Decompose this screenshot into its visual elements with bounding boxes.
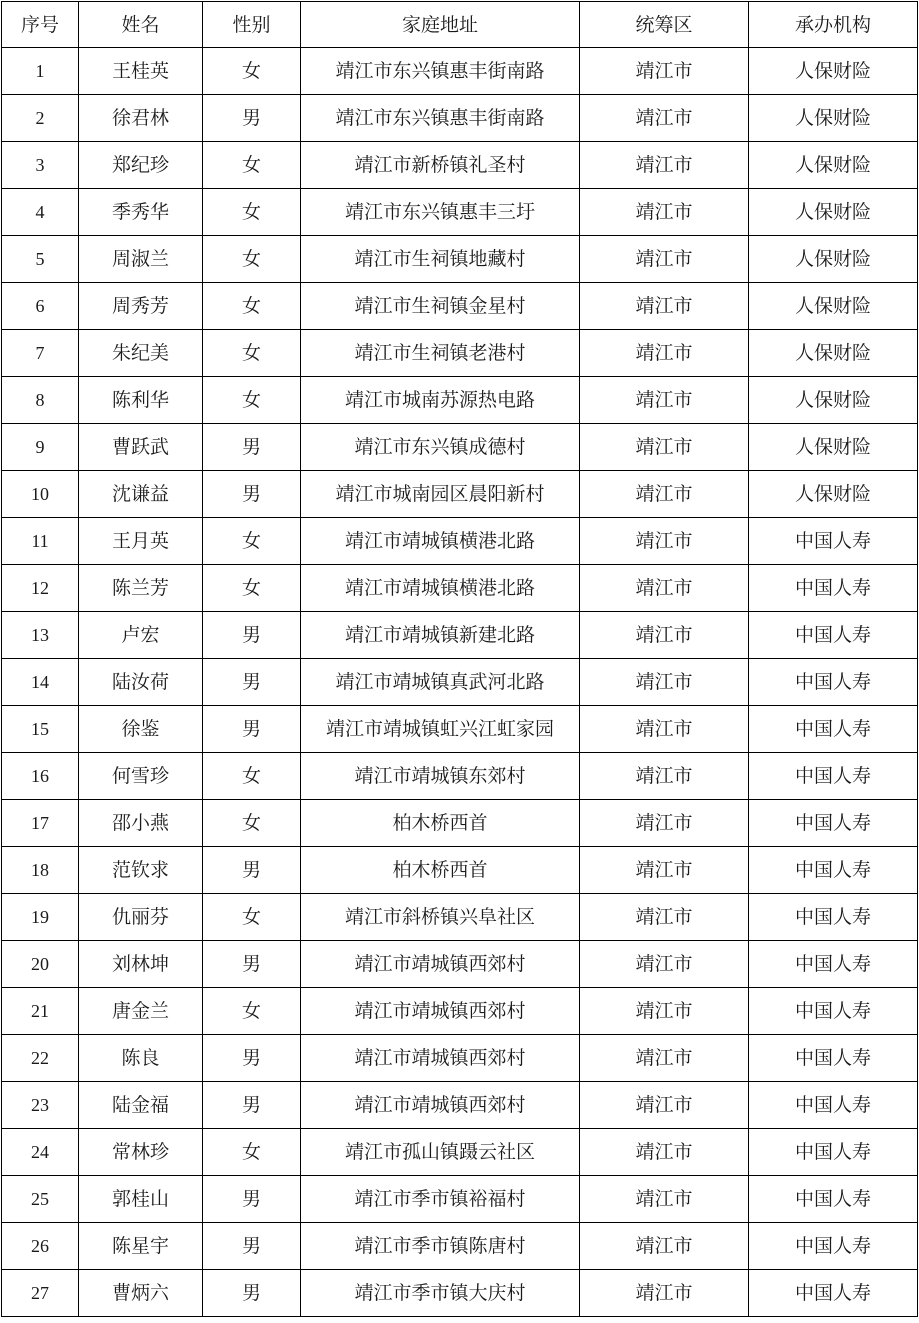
cell-handling-institution: 中国人寿 bbox=[749, 800, 918, 847]
table-row bbox=[2, 377, 918, 424]
cell-handling-institution: 人保财险 bbox=[749, 95, 918, 142]
cell-coordination-area: 靖江市 bbox=[580, 1176, 749, 1223]
cell-handling-institution: 中国人寿 bbox=[749, 753, 918, 800]
cell-coordination-area: 靖江市 bbox=[580, 753, 749, 800]
cell-serial-number: 1 bbox=[2, 48, 79, 95]
cell-home-address: 靖江市东兴镇惠丰三圩 bbox=[301, 189, 580, 236]
header-gender: 性别 bbox=[203, 2, 301, 48]
cell-home-address: 靖江市靖城镇新建北路 bbox=[301, 612, 580, 659]
cell-name: 朱纪美 bbox=[79, 330, 203, 377]
cell-home-address: 靖江市季市镇大庆村 bbox=[301, 1270, 580, 1317]
table-row bbox=[2, 894, 918, 941]
cell-coordination-area: 靖江市 bbox=[580, 377, 749, 424]
cell-name: 周淑兰 bbox=[79, 236, 203, 283]
table-row bbox=[2, 236, 918, 283]
cell-handling-institution: 中国人寿 bbox=[749, 1176, 918, 1223]
cell-handling-institution: 中国人寿 bbox=[749, 1129, 918, 1176]
cell-name: 王月英 bbox=[79, 518, 203, 565]
cell-serial-number: 12 bbox=[2, 565, 79, 612]
cell-handling-institution: 人保财险 bbox=[749, 377, 918, 424]
cell-name: 常林珍 bbox=[79, 1129, 203, 1176]
table-row bbox=[2, 565, 918, 612]
cell-name: 季秀华 bbox=[79, 189, 203, 236]
cell-coordination-area: 靖江市 bbox=[580, 518, 749, 565]
cell-serial-number: 18 bbox=[2, 847, 79, 894]
cell-gender: 女 bbox=[203, 800, 301, 847]
cell-gender: 男 bbox=[203, 1176, 301, 1223]
table-row bbox=[2, 142, 918, 189]
cell-coordination-area: 靖江市 bbox=[580, 1129, 749, 1176]
table-row bbox=[2, 1129, 918, 1176]
cell-handling-institution: 中国人寿 bbox=[749, 706, 918, 753]
cell-home-address: 靖江市东兴镇惠丰街南路 bbox=[301, 95, 580, 142]
cell-home-address: 靖江市季市镇裕福村 bbox=[301, 1176, 580, 1223]
cell-gender: 女 bbox=[203, 565, 301, 612]
header-coordination-area: 统筹区 bbox=[580, 2, 749, 48]
cell-coordination-area: 靖江市 bbox=[580, 565, 749, 612]
cell-serial-number: 6 bbox=[2, 283, 79, 330]
cell-name: 陈良 bbox=[79, 1035, 203, 1082]
table-row bbox=[2, 330, 918, 377]
table-row bbox=[2, 1223, 918, 1270]
cell-home-address: 靖江市季市镇陈唐村 bbox=[301, 1223, 580, 1270]
cell-handling-institution: 人保财险 bbox=[749, 330, 918, 377]
cell-serial-number: 21 bbox=[2, 988, 79, 1035]
cell-name: 陈利华 bbox=[79, 377, 203, 424]
cell-name: 徐君林 bbox=[79, 95, 203, 142]
table-row bbox=[2, 659, 918, 706]
cell-home-address: 靖江市靖城镇东郊村 bbox=[301, 753, 580, 800]
cell-name: 王桂英 bbox=[79, 48, 203, 95]
cell-name: 徐鉴 bbox=[79, 706, 203, 753]
cell-serial-number: 3 bbox=[2, 142, 79, 189]
cell-serial-number: 4 bbox=[2, 189, 79, 236]
table-row bbox=[2, 1035, 918, 1082]
cell-gender: 女 bbox=[203, 189, 301, 236]
cell-name: 陈星宇 bbox=[79, 1223, 203, 1270]
cell-coordination-area: 靖江市 bbox=[580, 1270, 749, 1317]
table-header-row bbox=[2, 2, 918, 48]
cell-handling-institution: 中国人寿 bbox=[749, 612, 918, 659]
cell-handling-institution: 中国人寿 bbox=[749, 941, 918, 988]
cell-home-address: 靖江市生祠镇老港村 bbox=[301, 330, 580, 377]
cell-gender: 男 bbox=[203, 1270, 301, 1317]
table-row bbox=[2, 1176, 918, 1223]
table-row bbox=[2, 612, 918, 659]
cell-coordination-area: 靖江市 bbox=[580, 236, 749, 283]
cell-serial-number: 15 bbox=[2, 706, 79, 753]
cell-handling-institution: 中国人寿 bbox=[749, 1035, 918, 1082]
table-row bbox=[2, 847, 918, 894]
cell-handling-institution: 人保财险 bbox=[749, 471, 918, 518]
cell-serial-number: 27 bbox=[2, 1270, 79, 1317]
cell-gender: 女 bbox=[203, 1129, 301, 1176]
cell-name: 何雪珍 bbox=[79, 753, 203, 800]
cell-gender: 男 bbox=[203, 847, 301, 894]
cell-gender: 男 bbox=[203, 471, 301, 518]
cell-serial-number: 23 bbox=[2, 1082, 79, 1129]
cell-serial-number: 24 bbox=[2, 1129, 79, 1176]
cell-coordination-area: 靖江市 bbox=[580, 424, 749, 471]
cell-name: 曹炳六 bbox=[79, 1270, 203, 1317]
cell-gender: 男 bbox=[203, 95, 301, 142]
cell-handling-institution: 中国人寿 bbox=[749, 847, 918, 894]
cell-name: 郭桂山 bbox=[79, 1176, 203, 1223]
header-handling-institution: 承办机构 bbox=[749, 2, 918, 48]
cell-coordination-area: 靖江市 bbox=[580, 847, 749, 894]
table-row bbox=[2, 1270, 918, 1317]
table-row bbox=[2, 424, 918, 471]
cell-handling-institution: 中国人寿 bbox=[749, 988, 918, 1035]
cell-coordination-area: 靖江市 bbox=[580, 1223, 749, 1270]
header-home-address: 家庭地址 bbox=[301, 2, 580, 48]
cell-coordination-area: 靖江市 bbox=[580, 941, 749, 988]
cell-gender: 女 bbox=[203, 283, 301, 330]
cell-handling-institution: 中国人寿 bbox=[749, 1082, 918, 1129]
cell-coordination-area: 靖江市 bbox=[580, 48, 749, 95]
cell-gender: 男 bbox=[203, 706, 301, 753]
cell-coordination-area: 靖江市 bbox=[580, 800, 749, 847]
table-row bbox=[2, 518, 918, 565]
cell-name: 唐金兰 bbox=[79, 988, 203, 1035]
cell-name: 沈谦益 bbox=[79, 471, 203, 518]
cell-serial-number: 19 bbox=[2, 894, 79, 941]
cell-coordination-area: 靖江市 bbox=[580, 95, 749, 142]
cell-name: 邵小燕 bbox=[79, 800, 203, 847]
cell-handling-institution: 人保财险 bbox=[749, 236, 918, 283]
cell-serial-number: 11 bbox=[2, 518, 79, 565]
cell-name: 刘林坤 bbox=[79, 941, 203, 988]
cell-serial-number: 16 bbox=[2, 753, 79, 800]
table-row bbox=[2, 706, 918, 753]
cell-home-address: 靖江市城南园区晨阳新村 bbox=[301, 471, 580, 518]
cell-gender: 男 bbox=[203, 1223, 301, 1270]
cell-gender: 女 bbox=[203, 518, 301, 565]
table-row bbox=[2, 471, 918, 518]
cell-home-address: 靖江市生祠镇金星村 bbox=[301, 283, 580, 330]
cell-serial-number: 17 bbox=[2, 800, 79, 847]
table-body bbox=[2, 48, 918, 1317]
header-name: 姓名 bbox=[79, 2, 203, 48]
cell-coordination-area: 靖江市 bbox=[580, 1035, 749, 1082]
cell-home-address: 靖江市孤山镇蹑云社区 bbox=[301, 1129, 580, 1176]
cell-gender: 女 bbox=[203, 48, 301, 95]
cell-handling-institution: 人保财险 bbox=[749, 48, 918, 95]
cell-coordination-area: 靖江市 bbox=[580, 283, 749, 330]
table-row bbox=[2, 48, 918, 95]
cell-coordination-area: 靖江市 bbox=[580, 894, 749, 941]
cell-serial-number: 5 bbox=[2, 236, 79, 283]
cell-coordination-area: 靖江市 bbox=[580, 706, 749, 753]
cell-serial-number: 2 bbox=[2, 95, 79, 142]
cell-name: 陈兰芳 bbox=[79, 565, 203, 612]
cell-coordination-area: 靖江市 bbox=[580, 189, 749, 236]
cell-handling-institution: 人保财险 bbox=[749, 424, 918, 471]
cell-handling-institution: 中国人寿 bbox=[749, 659, 918, 706]
cell-gender: 女 bbox=[203, 377, 301, 424]
table-row bbox=[2, 283, 918, 330]
cell-gender: 男 bbox=[203, 1082, 301, 1129]
cell-serial-number: 7 bbox=[2, 330, 79, 377]
cell-name: 卢宏 bbox=[79, 612, 203, 659]
cell-serial-number: 20 bbox=[2, 941, 79, 988]
cell-serial-number: 26 bbox=[2, 1223, 79, 1270]
cell-gender: 女 bbox=[203, 330, 301, 377]
cell-name: 范钦求 bbox=[79, 847, 203, 894]
cell-coordination-area: 靖江市 bbox=[580, 612, 749, 659]
cell-home-address: 靖江市靖城镇横港北路 bbox=[301, 518, 580, 565]
table-row bbox=[2, 988, 918, 1035]
cell-handling-institution: 中国人寿 bbox=[749, 894, 918, 941]
cell-gender: 女 bbox=[203, 753, 301, 800]
cell-coordination-area: 靖江市 bbox=[580, 659, 749, 706]
cell-coordination-area: 靖江市 bbox=[580, 1082, 749, 1129]
cell-home-address: 靖江市靖城镇虹兴江虹家园 bbox=[301, 706, 580, 753]
cell-home-address: 靖江市新桥镇礼圣村 bbox=[301, 142, 580, 189]
cell-home-address: 靖江市靖城镇西郊村 bbox=[301, 941, 580, 988]
cell-gender: 女 bbox=[203, 894, 301, 941]
cell-coordination-area: 靖江市 bbox=[580, 330, 749, 377]
cell-home-address: 靖江市靖城镇西郊村 bbox=[301, 1035, 580, 1082]
cell-home-address: 靖江市靖城镇横港北路 bbox=[301, 565, 580, 612]
cell-name: 陆汝荷 bbox=[79, 659, 203, 706]
table-row bbox=[2, 941, 918, 988]
cell-gender: 女 bbox=[203, 988, 301, 1035]
cell-gender: 女 bbox=[203, 142, 301, 189]
table-row bbox=[2, 1082, 918, 1129]
cell-serial-number: 10 bbox=[2, 471, 79, 518]
cell-home-address: 靖江市靖城镇西郊村 bbox=[301, 988, 580, 1035]
cell-gender: 男 bbox=[203, 424, 301, 471]
cell-home-address: 靖江市靖城镇真武河北路 bbox=[301, 659, 580, 706]
cell-home-address: 靖江市东兴镇成德村 bbox=[301, 424, 580, 471]
table-row bbox=[2, 95, 918, 142]
cell-coordination-area: 靖江市 bbox=[580, 471, 749, 518]
cell-home-address: 靖江市靖城镇西郊村 bbox=[301, 1082, 580, 1129]
cell-serial-number: 14 bbox=[2, 659, 79, 706]
cell-handling-institution: 中国人寿 bbox=[749, 1223, 918, 1270]
cell-home-address: 柏木桥西首 bbox=[301, 800, 580, 847]
cell-serial-number: 25 bbox=[2, 1176, 79, 1223]
cell-serial-number: 8 bbox=[2, 377, 79, 424]
cell-coordination-area: 靖江市 bbox=[580, 142, 749, 189]
cell-handling-institution: 人保财险 bbox=[749, 142, 918, 189]
cell-gender: 女 bbox=[203, 236, 301, 283]
cell-name: 郑纪珍 bbox=[79, 142, 203, 189]
cell-name: 陆金福 bbox=[79, 1082, 203, 1129]
table-row bbox=[2, 800, 918, 847]
cell-serial-number: 22 bbox=[2, 1035, 79, 1082]
cell-name: 曹跃武 bbox=[79, 424, 203, 471]
cell-home-address: 靖江市城南苏源热电路 bbox=[301, 377, 580, 424]
cell-name: 周秀芳 bbox=[79, 283, 203, 330]
insured-persons-table bbox=[1, 1, 918, 1317]
cell-gender: 男 bbox=[203, 941, 301, 988]
cell-handling-institution: 中国人寿 bbox=[749, 518, 918, 565]
cell-home-address: 靖江市斜桥镇兴阜社区 bbox=[301, 894, 580, 941]
cell-handling-institution: 人保财险 bbox=[749, 283, 918, 330]
cell-gender: 男 bbox=[203, 1035, 301, 1082]
cell-home-address: 靖江市东兴镇惠丰街南路 bbox=[301, 48, 580, 95]
header-serial-number: 序号 bbox=[2, 2, 79, 48]
cell-name: 仇丽芬 bbox=[79, 894, 203, 941]
cell-home-address: 柏木桥西首 bbox=[301, 847, 580, 894]
cell-gender: 男 bbox=[203, 612, 301, 659]
cell-coordination-area: 靖江市 bbox=[580, 988, 749, 1035]
table-row bbox=[2, 753, 918, 800]
cell-handling-institution: 中国人寿 bbox=[749, 1270, 918, 1317]
cell-serial-number: 13 bbox=[2, 612, 79, 659]
cell-handling-institution: 人保财险 bbox=[749, 189, 918, 236]
cell-serial-number: 9 bbox=[2, 424, 79, 471]
table-row bbox=[2, 189, 918, 236]
cell-handling-institution: 中国人寿 bbox=[749, 565, 918, 612]
cell-home-address: 靖江市生祠镇地藏村 bbox=[301, 236, 580, 283]
cell-gender: 男 bbox=[203, 659, 301, 706]
